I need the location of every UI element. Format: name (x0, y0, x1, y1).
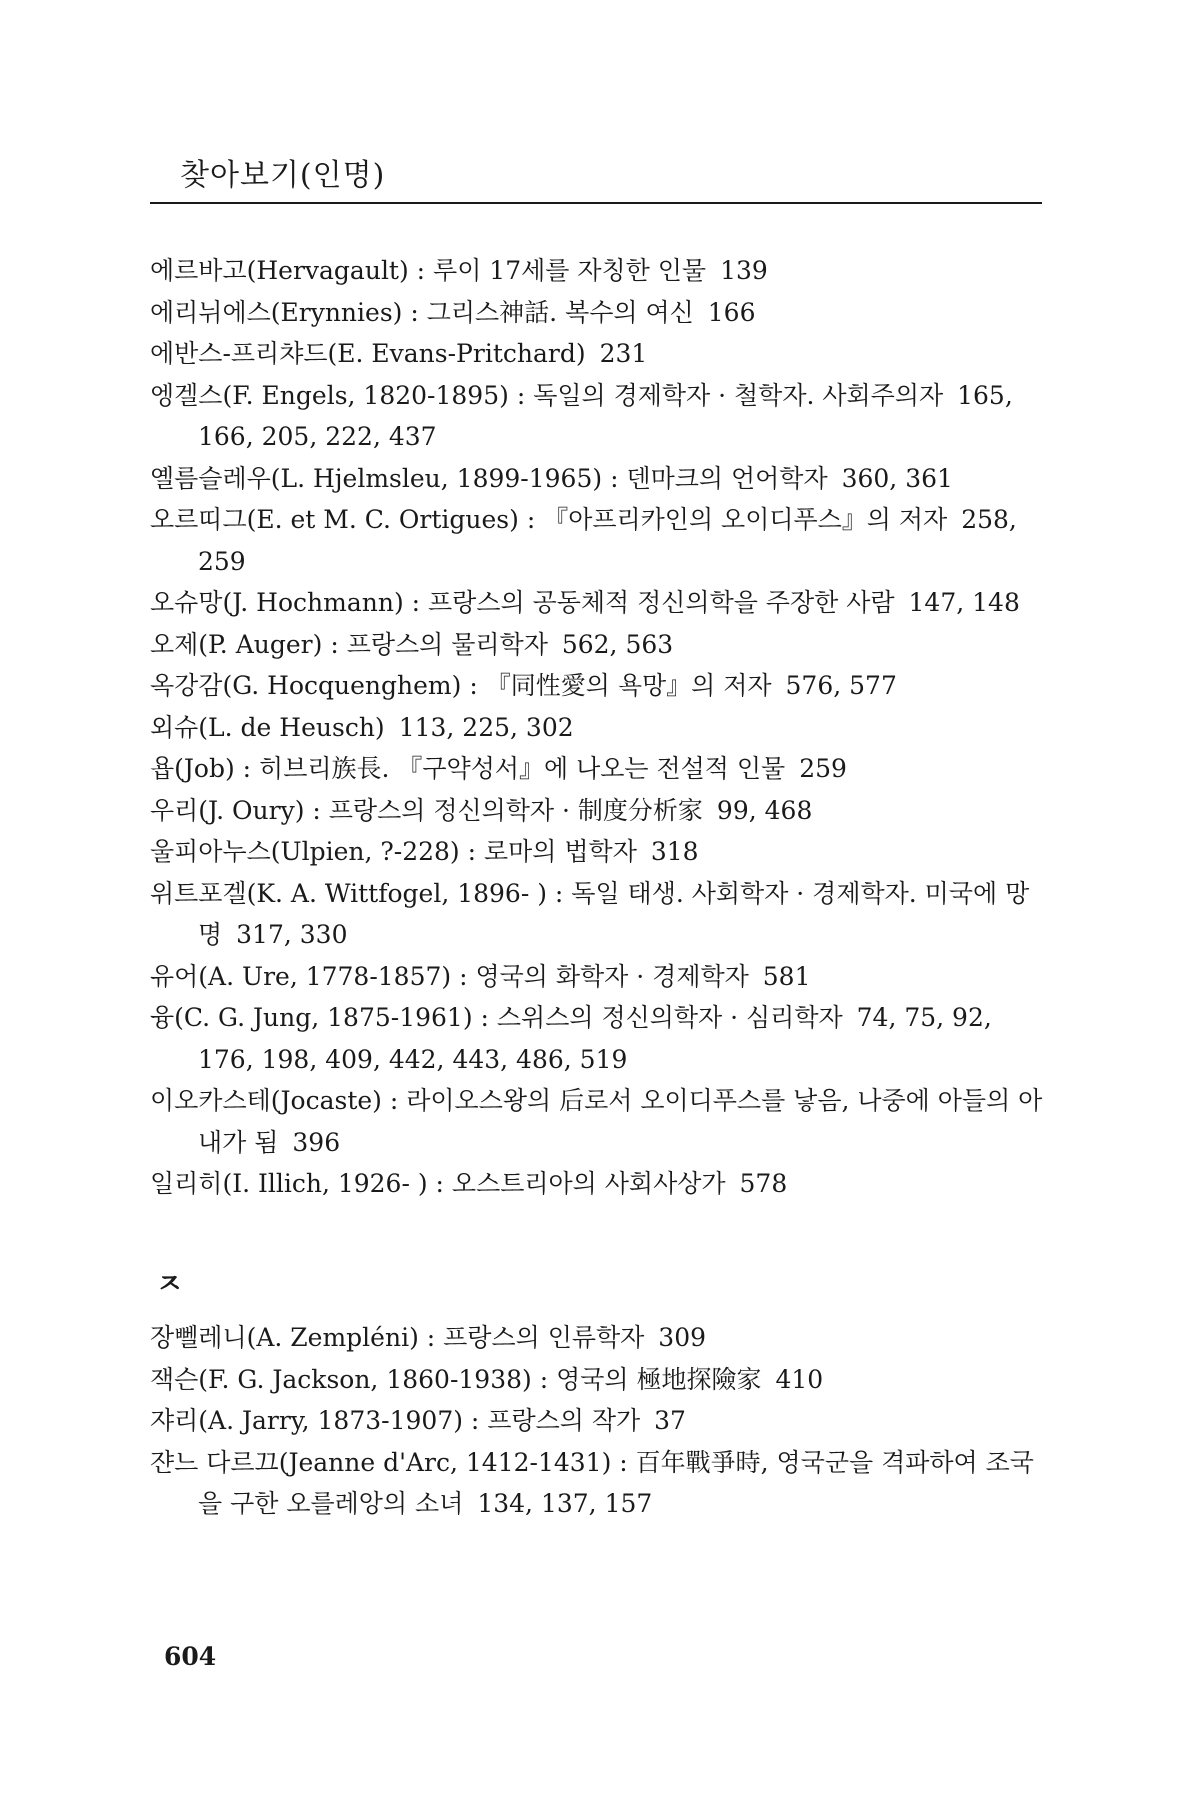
page-header-title: 찾아보기(인명) (180, 158, 386, 193)
index-entry (150, 873, 1045, 956)
entry-description: : 『아프리카인의 오이디푸스』의 저자 (518, 505, 948, 534)
entry-description: : 독일 태생. 사회학자 · 경제학자. 미국에 망명 (198, 878, 1030, 949)
entry-pages: 37 (654, 1406, 686, 1435)
entry-pages: 147, 148 (908, 588, 1020, 617)
index-entry (150, 748, 1045, 790)
entry-pages: 113, 225, 302 (398, 712, 574, 742)
entry-description: : 루이 17세를 자칭한 인물 (408, 256, 707, 285)
entry-name: 장뻴레니(A. Zempléni) (150, 1323, 419, 1352)
entry-description: : 프랑스의 물리학자 (322, 629, 548, 659)
index-entry (150, 831, 1045, 873)
entry-name: 에반스-프리챠드(E. Evans-Pritchard) (150, 339, 586, 368)
entry-name: 일리히(I. Illich, 1926- ) (150, 1169, 428, 1198)
page-number: 604 (164, 1642, 217, 1671)
entry-name: 옥강감(G. Hocquenghem) (150, 671, 462, 700)
entry-description: : 라이오스왕의 后로서 오이디푸스를 낳음, 나중에 아들의 아내가 됨 (198, 1086, 1043, 1157)
entry-pages: 259 (799, 754, 847, 783)
entry-pages: 578 (739, 1169, 788, 1198)
entry-description: : 오스트리아의 사회사상가 (427, 1169, 726, 1198)
entry-description: : 『同性愛의 욕망』의 저자 (461, 671, 772, 700)
entry-name: 에르바고(Hervagault) (150, 256, 409, 285)
index-entry (150, 1359, 1045, 1401)
header-divider (150, 202, 1042, 204)
entry-name: 엥겔스(F. Engels, 1820-1895) (150, 380, 509, 410)
entry-pages: 99, 468 (716, 795, 813, 825)
entry-description: : 로마의 법학자 (459, 837, 637, 866)
entry-pages: 317, 330 (236, 920, 348, 949)
entry-description: : 독일의 경제학자 · 철학자. 사회주의자 (508, 380, 944, 410)
entry-pages: 318 (650, 837, 699, 866)
entry-pages: 360, 361 (841, 463, 953, 493)
entry-pages: 74, 75, 92, 176, 198, 409, 442, 443, 486, 519 (198, 1003, 992, 1074)
index-entry (150, 1400, 1045, 1442)
index-entry (150, 250, 1045, 292)
entry-name: 위트포겔(K. A. Wittfogel, 1896- ) (150, 878, 547, 908)
index-entry (150, 375, 1045, 458)
entry-name: 옐름슬레우(L. Hjelmsleu, 1899-1965) (150, 463, 603, 493)
entry-description: : 덴마크의 언어학자 (602, 463, 828, 493)
index-entry (150, 1317, 1045, 1359)
entry-name: 쟌느 다르끄(Jeanne d'Arc, 1412-1431) (150, 1447, 612, 1477)
entry-description: : 百年戰爭時, 영국군을 격파하여 조국을 구한 오를레앙의 소녀 (198, 1447, 1034, 1518)
entry-description: : 프랑스의 인류학자 (418, 1323, 645, 1352)
entry-name: 이오카스테(Jocaste) (150, 1086, 382, 1115)
index-entry (150, 458, 1045, 500)
index-entry (150, 333, 1045, 375)
index-section-j (150, 1317, 1045, 1525)
index-entry (150, 956, 1045, 998)
entry-name: 욥(Job) (150, 754, 235, 783)
entry-pages: 309 (658, 1323, 707, 1352)
entry-pages: 410 (775, 1364, 824, 1394)
index-entry (150, 292, 1045, 334)
index-section-e-i (150, 250, 1045, 1205)
entry-description: : 프랑스의 작가 (462, 1406, 641, 1435)
entry-pages: 576, 577 (785, 671, 897, 700)
entry-pages: 231 (599, 339, 648, 368)
entry-pages: 139 (720, 256, 768, 285)
entry-name: 쟈리(A. Jarry, 1873-1907) (150, 1406, 463, 1435)
index-entry (150, 1163, 1045, 1205)
entry-name: 오제(P. Auger) (150, 629, 323, 659)
entry-pages: 258, 259 (198, 505, 1017, 576)
entry-description: : 스위스의 정신의학자 · 심리학자 (472, 1003, 843, 1032)
index-entry (150, 624, 1045, 666)
entry-name: 에리뉘에스(Erynnies) (150, 297, 403, 327)
index-entry (150, 1442, 1045, 1525)
index-entry (150, 1080, 1045, 1163)
entry-pages: 165, 166, 205, 222, 437 (198, 380, 1013, 451)
entry-pages: 396 (292, 1127, 341, 1157)
entry-pages: 134, 137, 157 (477, 1489, 653, 1518)
entry-description: : 히브리族長. 『구약성서』에 나오는 전설적 인물 (234, 754, 786, 783)
entry-description: : 프랑스의 정신의학자 · 制度分析家 (304, 795, 703, 825)
entry-name: 우리(J. Oury) (150, 795, 305, 825)
entry-pages: 562, 563 (561, 629, 674, 659)
entry-name: 외슈(L. de Heusch) (150, 712, 385, 742)
index-entry (150, 665, 1045, 707)
index-entry (150, 997, 1045, 1080)
entry-description: : 프랑스의 공동체적 정신의학을 주장한 사람 (403, 588, 895, 617)
entry-name: 오르띠그(E. et M. C. Ortigues) (150, 505, 519, 534)
index-entry (150, 790, 1045, 832)
entry-name: 유어(A. Ure, 1778-1857) (150, 961, 452, 991)
section-letter-heading: ㅈ (156, 1267, 184, 1300)
index-entry (150, 707, 1045, 749)
entry-pages: 581 (762, 961, 811, 991)
entry-pages: 166 (707, 297, 756, 327)
index-entry (150, 499, 1045, 582)
entry-description: : 영국의 화학자 · 경제학자 (451, 961, 749, 991)
entry-description: : 영국의 極地探險家 (531, 1364, 762, 1394)
entry-name: 울피아누스(Ulpien, ?-228) (150, 837, 460, 866)
entry-name: 잭슨(F. G. Jackson, 1860-1938) (150, 1364, 532, 1394)
entry-description: : 그리스神話. 복수의 여신 (402, 297, 694, 327)
entry-name: 오슈망(J. Hochmann) (150, 588, 404, 617)
index-entry (150, 582, 1045, 624)
entry-name: 융(C. G. Jung, 1875-1961) (150, 1003, 473, 1032)
